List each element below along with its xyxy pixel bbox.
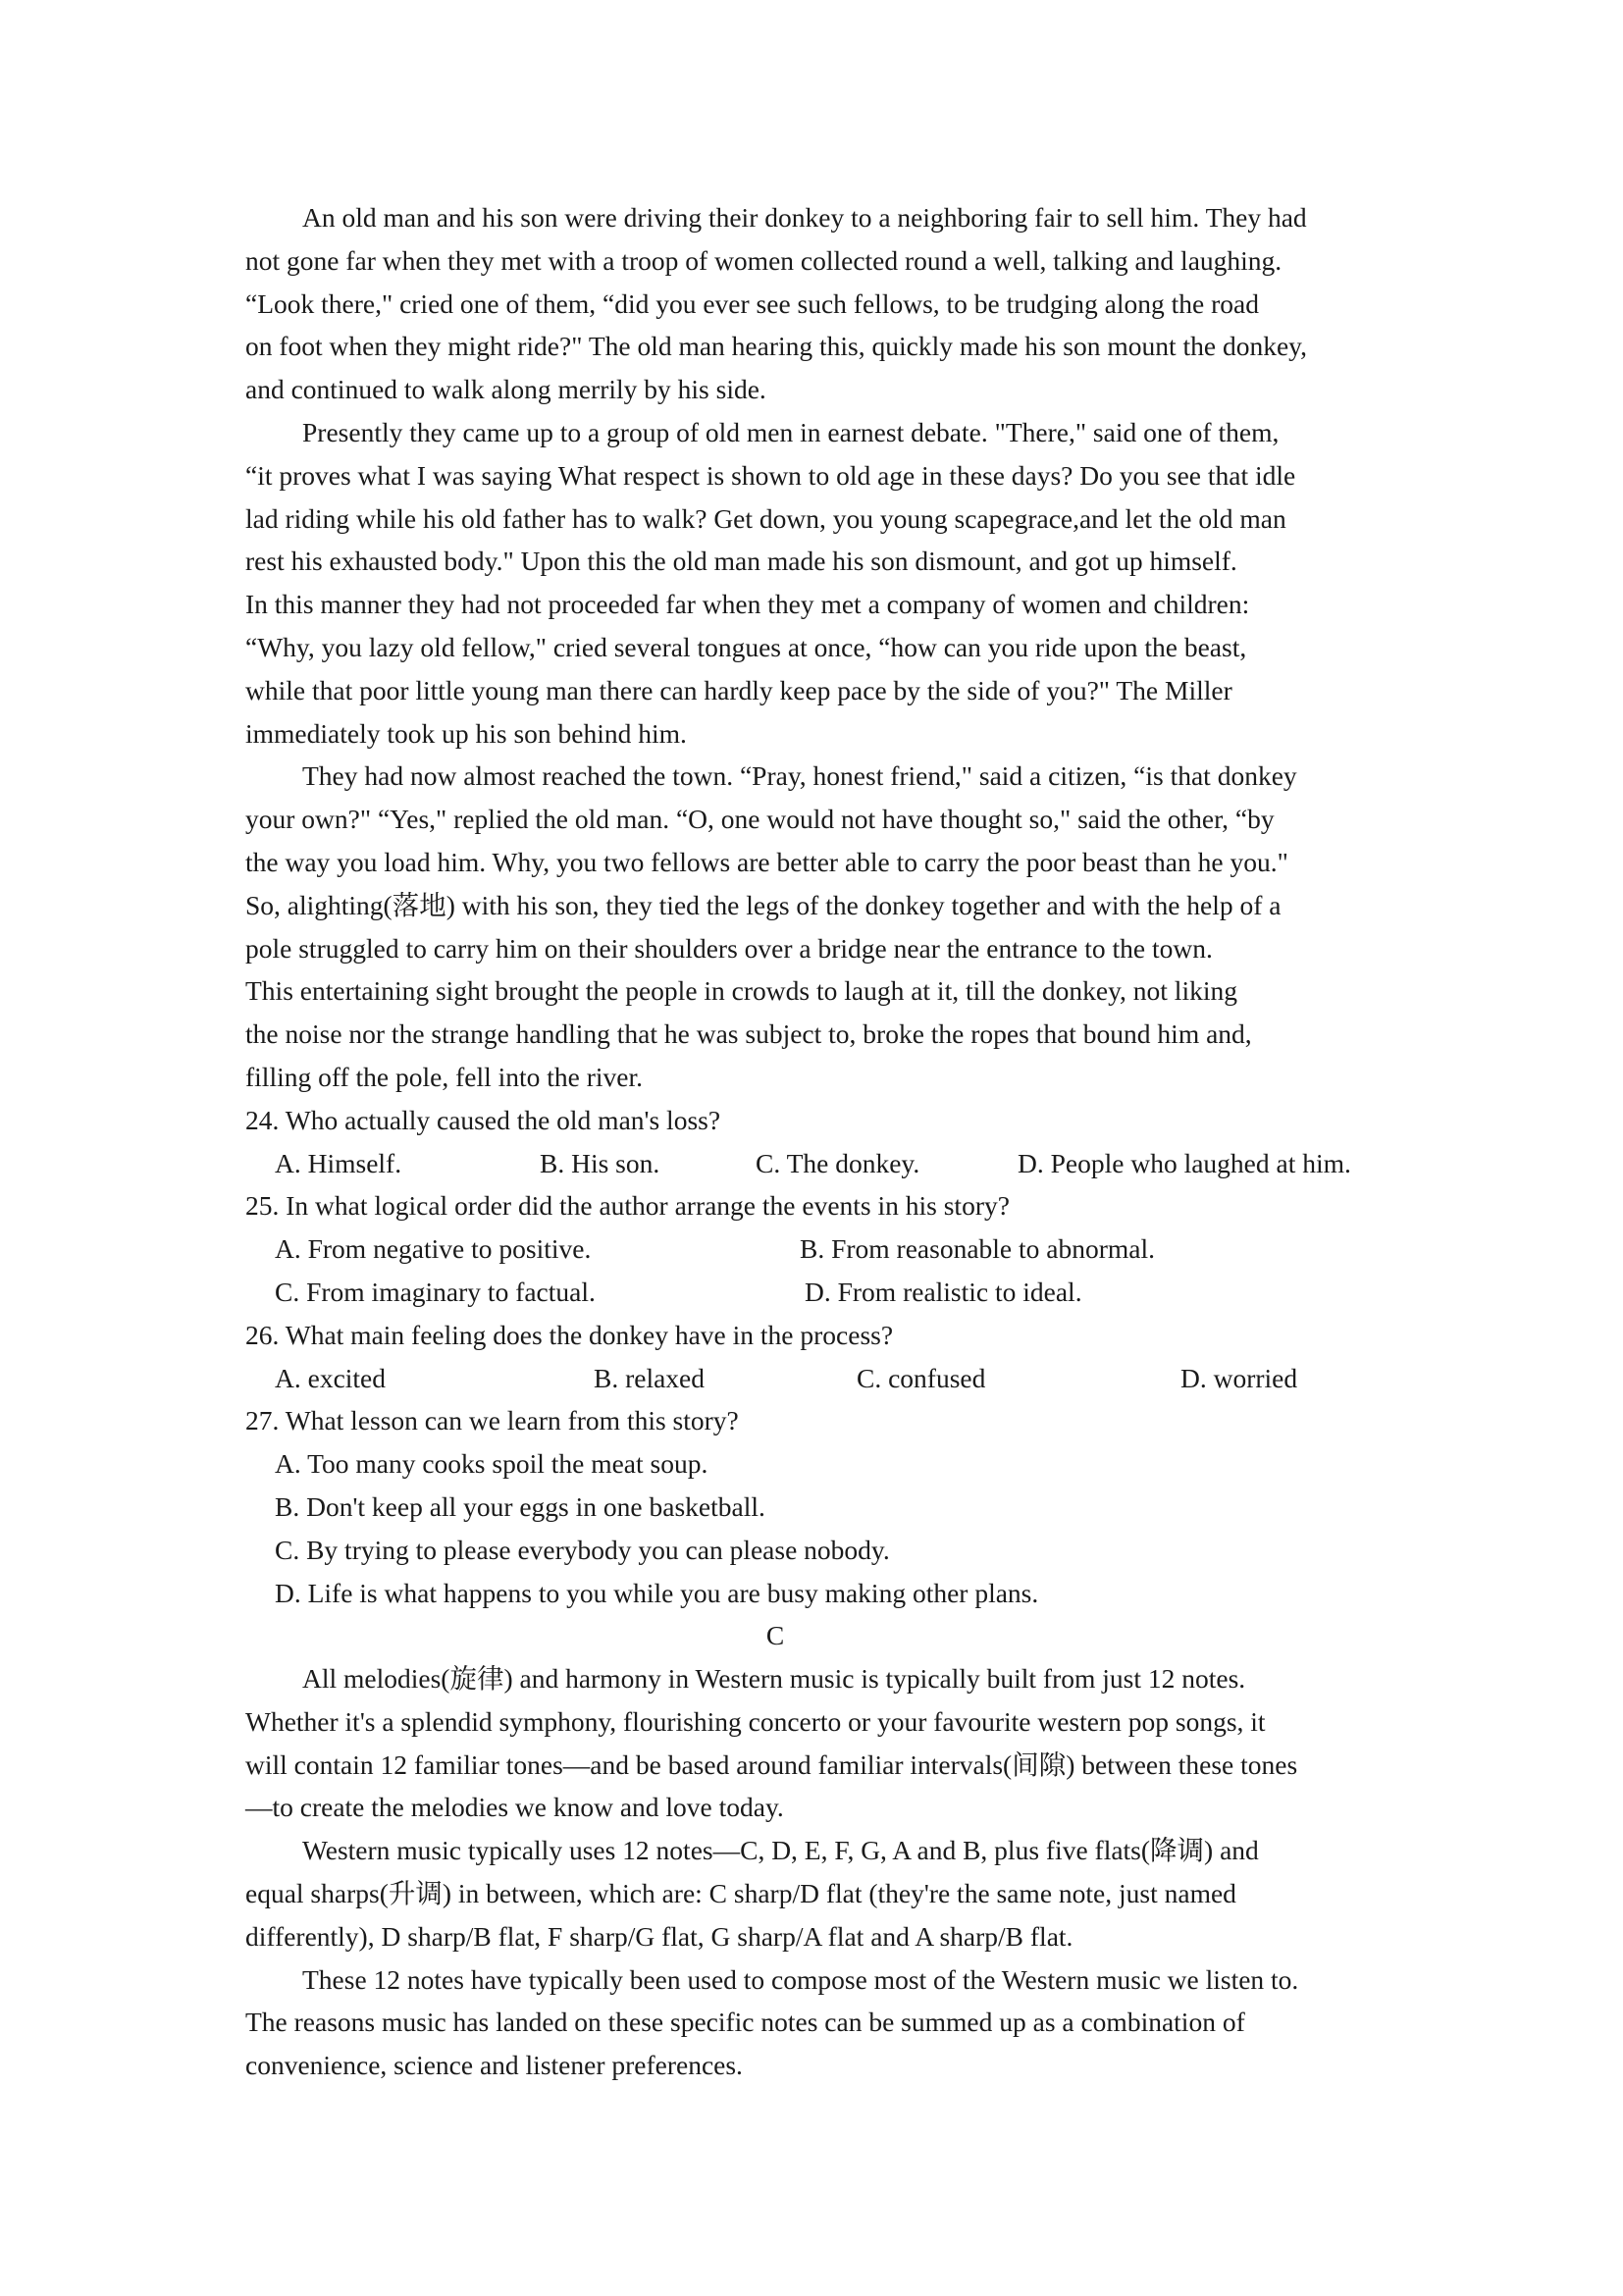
option-d[interactable]: D. From realistic to ideal. (805, 1276, 1082, 1307)
option-b[interactable]: B. From reasonable to abnormal. (800, 1233, 1155, 1265)
text-line: These 12 notes have typically been used to compose most of the Western music we listen to. (302, 1963, 1299, 1995)
question-27 (245, 1399, 1384, 1614)
option-a[interactable]: A. From negative to positive. (275, 1233, 592, 1265)
option-b[interactable]: B. His son. (540, 1147, 660, 1178)
text-line: They had now almost reached the town. “Pray, honest friend," said a citizen, “is that donkey (302, 760, 1297, 792)
text-line: equal sharps(升调) in between, which are: C sharp/D flat (they're the same note, just named (245, 1878, 1236, 1909)
option-d[interactable]: D. Life is what happens to you while you are busy making other plans. (275, 1577, 1039, 1608)
text-line: the noise nor the strange handling that he was subject to, broke the ropes that bound him and, (245, 1018, 1252, 1050)
option-b[interactable]: B. relaxed (594, 1362, 706, 1393)
text-line: Whether it's a splendid symphony, flourishing concerto or your favourite western pop songs, it (245, 1705, 1266, 1737)
text-line: “it proves what I was saying What respect is shown to old age in these days? Do you see that idle (245, 459, 1296, 491)
text-line: Presently they came up to a group of old men in earnest debate. "There," said one of them, (302, 416, 1280, 447)
text-line: not gone far when they met with a troop of women collected round a well, talking and laughing. (245, 244, 1283, 276)
text-line: immediately took up his son behind him. (245, 717, 687, 749)
text-line: will contain 12 familiar tones—and be based around familiar intervals(间隙) between these tones (245, 1748, 1298, 1780)
option-a[interactable]: A. Too many cooks spoil the meat soup. (275, 1448, 708, 1480)
option-c[interactable]: C. The donkey. (756, 1147, 920, 1178)
text-line: “Why, you lazy old fellow," cried several tongues at once, “how can you ride upon the beast, (245, 631, 1247, 662)
text-line: Western music typically uses 12 notes—C, D, E, F, G, A and B, plus five flats(降调) and (302, 1835, 1259, 1866)
text-line: rest his exhausted body." Upon this the old man made his son dismount, and got up himself. (245, 546, 1237, 577)
text-line: filling off the pole, fell into the river. (245, 1061, 644, 1092)
text-line: your own?" “Yes," replied the old man. “O, one would not have thought so," said the other, “by (245, 804, 1275, 835)
text-line: The reasons music has landed on these specific notes can be summed up as a combination of (245, 2007, 1245, 2038)
option-a[interactable]: A. excited (275, 1362, 387, 1393)
option-c[interactable]: C. By trying to please everybody you can please nobody. (275, 1534, 890, 1565)
question-stem: 25. In what logical order did the author arrange the events in his story? (245, 1190, 1010, 1222)
option-b[interactable]: B. Don't keep all your eggs in one basketball. (275, 1490, 765, 1522)
section-heading-c: C (765, 1620, 785, 1651)
passage-c-paragraph-1 (245, 1657, 1384, 1829)
text-line: pole struggled to carry him on their shoulders over a bridge near the entrance to the town. (245, 932, 1213, 964)
text-line: and continued to walk along merrily by his side. (245, 374, 766, 405)
text-line: —to create the melodies we know and love today. (245, 1792, 784, 1823)
passage-b-paragraph-1 (245, 196, 1384, 411)
option-a[interactable]: A. Himself. (275, 1147, 402, 1178)
question-stem: 26. What main feeling does the donkey have in the process? (245, 1319, 894, 1350)
text-line: on foot when they might ride?" The old man hearing this, quickly made his son mount the donkey, (245, 331, 1308, 362)
question-stem: 27. What lesson can we learn from this story? (245, 1405, 739, 1436)
text-line: lad riding while his old father has to walk? Get down, you young scapegrace,and let the old man (245, 502, 1286, 534)
text-line: So, alighting(落地) with his son, they tied the legs of the donkey together and with the help of a (245, 889, 1282, 920)
text-line: the way you load him. Why, you two fellows are better able to carry the poor beast than he you." (245, 846, 1288, 877)
text-line: In this manner they had not proceeded far when they met a company of women and children: (245, 589, 1250, 620)
text-line: “Look there," cried one of them, “did you ever see such fellows, to be trudging along the road (245, 287, 1259, 319)
options-row (245, 1357, 1384, 1400)
passage-c-paragraph-3 (245, 1958, 1384, 2087)
passage-c-paragraph-2 (245, 1829, 1384, 1957)
option-c[interactable]: C. From imaginary to factual. (275, 1276, 596, 1307)
question-25 (245, 1184, 1384, 1313)
question-26 (245, 1314, 1384, 1400)
text-line: This entertaining sight brought the people in crowds to laugh at it, till the donkey, not liking (245, 975, 1237, 1007)
options-row (245, 1227, 1384, 1271)
options-row (245, 1271, 1384, 1314)
question-stem: 24. Who actually caused the old man's loss? (245, 1104, 721, 1135)
text-line: differently), D sharp/B flat, F sharp/G flat, G sharp/A flat and A sharp/B flat. (245, 1920, 1073, 1952)
option-c[interactable]: C. confused (857, 1362, 986, 1393)
passage-b-paragraph-3 (245, 755, 1384, 1098)
text-line: while that poor little young man there can hardly keep pace by the side of you?" The Miller (245, 674, 1232, 705)
options-row (245, 1142, 1384, 1185)
text-line: convenience, science and listener preferences. (245, 2050, 743, 2081)
text-line: An old man and his son were driving their donkey to a neighboring fair to sell him. They had (302, 202, 1307, 233)
option-d[interactable]: D. People who laughed at him. (1018, 1147, 1351, 1178)
passage-b-paragraph-2 (245, 411, 1384, 755)
exam-page (245, 196, 1384, 2087)
text-line: All melodies(旋律) and harmony in Western music is typically built from just 12 notes. (302, 1663, 1246, 1695)
option-d[interactable]: D. worried (1180, 1362, 1298, 1393)
question-24 (245, 1099, 1384, 1185)
